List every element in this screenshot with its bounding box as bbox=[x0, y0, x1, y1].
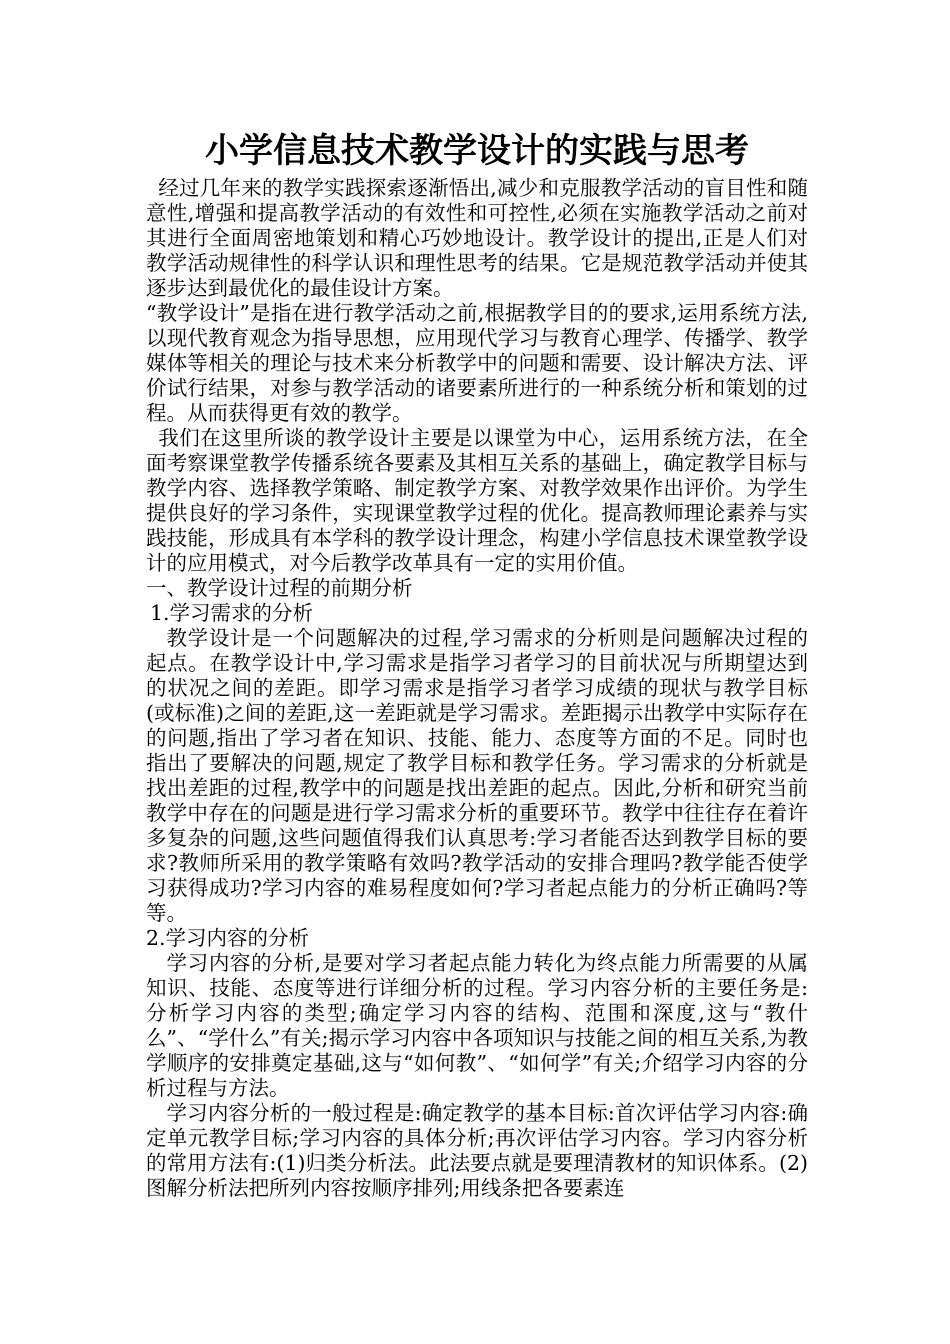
paragraph-needs-analysis: 教学设计是一个问题解决的过程,学习需求的分析则是问题解决过程的起点。在教学设计中,学习需求是指学习者学习的目前状况与所期望达到的状况之间的差距。即学习需求是指学习者学习成绩的现状与教学目标(或标准)之间的差距,这一差距就是学习需求。差距揭示出教学中实际存在的问题,指出了学习者在知识、技能、能力、态度等方面的不足。同时也指出了要解决的问题,规定了教学目标和教学任务。学习需求的分析就是找出差距的过程,教学中的问题是找出差距的起点。因此,分析和研究当前教学中存在的问题是进行学习需求分析的重要环节。教学中往往存在着许多复杂的问题,这些问题值得我们认真思考:学习者能否达到教学目标的要求?教师所采用的教学策略有效吗?教学活动的安排合理吗?教学能否使学习获得成功?学习内容的难易程度如何?学习者起点能力的分析正确吗?等等。 bbox=[146, 626, 808, 925]
section-heading-1: 一、教学设计过程的前期分析 bbox=[146, 576, 413, 600]
paragraph-scope: 我们在这里所谈的教学设计主要是以课堂为中心，运用系统方法，在全面考察课堂教学传播系统各要素及其相互关系的基础上，确定教学目标与教学内容、选择教学策略、制定教学方案、对教学效果作出评价。为学生提供良好的学习条件，实现课堂教学过程的优化。提高教师理论素养与实践技能，形成具有本学科的教学设计理念，构建小学信息技术课堂教学设计的应用模式，对今后教学改革具有一定的实用价值。 bbox=[146, 426, 808, 575]
paragraph-content-analysis: 学习内容的分析,是要对学习者起点能力转化为终点能力所需要的从属知识、技能、态度等进行详细分析的过程。学习内容分析的主要任务是:分析学习内容的类型;确定学习内容的结构、范围和深度,这与“教什么”、“学什么”有关;揭示学习内容中各项知识与技能之间的相互关系,为教学顺序的安排奠定基础,这与“如何教”、“如何学”有关;介绍学习内容的分析过程与方法。 bbox=[146, 951, 808, 1100]
paragraph-intro: 经过几年来的教学实践探索逐渐悟出,减少和克服教学活动的盲目性和随意性,增强和提高教学活动的有效性和可控性,必须在实施教学活动之前对其进行全面周密地策划和精心巧妙地设计。教学设计的提出,正是人们对教学活动规律性的科学认识和理性思考的结果。它是规范教学活动并使其逐步达到最优化的最佳设计方案。 bbox=[146, 176, 808, 300]
document-page bbox=[146, 128, 808, 1201]
paragraph-analysis-process: 学习内容分析的一般过程是:确定教学的基本目标:首次评估学习内容:确定单元教学目标;学习内容的具体分析;再次评估学习内容。学习内容分析的常用方法有:(1)归类分析法。此法要点就是要理清教材的知识体系。(2)图解分析法把所列内容按顺序排列;用线条把各要素连 bbox=[146, 1101, 808, 1200]
paragraph-definition: “教学设计”是指在进行教学活动之前,根据教学目的的要求,运用系统方法, 以现代教育观念为指导思想，应用现代学习与教育心理学、传播学、教学媒体等相关的理论与技术来分析教学中的问题和需要、设计解决方法、评价试行结果，对参与教学活动的诸要素所进行的一种系统分析和策划的过程。从而获得更有效的教学。 bbox=[146, 301, 808, 425]
subsection-heading-1-1: 1.学习需求的分析 bbox=[150, 601, 314, 625]
subsection-heading-1-2: 2.学习内容的分析 bbox=[146, 926, 310, 950]
document-title: 小学信息技术教学设计的实践与思考 bbox=[205, 131, 749, 171]
